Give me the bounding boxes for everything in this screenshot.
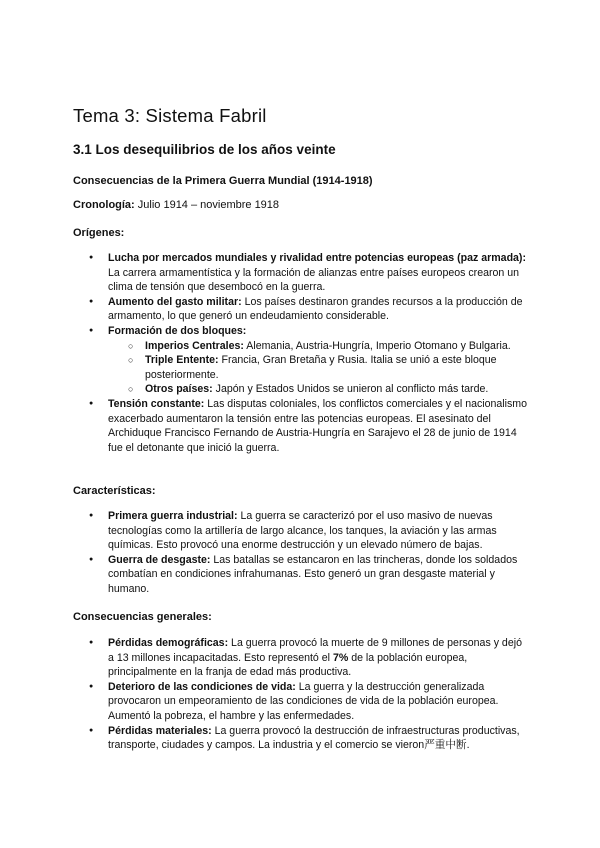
cronologia-text: Julio 1914 – noviembre 1918 xyxy=(134,199,280,211)
list-item xyxy=(0,324,528,397)
item-term: Triple Entente: xyxy=(145,354,219,367)
consecuencias-list xyxy=(0,636,528,753)
item-term: Pérdidas demográficas: xyxy=(108,637,229,649)
item-term: Otros países: xyxy=(145,383,213,396)
item-percentage: 7% xyxy=(332,651,349,664)
caracteristicas-heading: Características: xyxy=(73,485,156,497)
item-term: Guerra de desgaste: xyxy=(108,553,211,566)
item-term: Formación de dos bloques: xyxy=(108,324,247,337)
list-item xyxy=(0,251,528,295)
item-term: Primera guerra industrial: xyxy=(108,510,238,522)
item-term: Imperios Centrales: xyxy=(145,339,244,352)
list-item xyxy=(0,509,528,553)
list-item xyxy=(0,397,528,455)
item-text: Los países destinaron grandes recursos a la producción de armamento, lo que generó un endeudamiento considerable. xyxy=(108,295,523,323)
item-text: La carrera armamentística y la formación de alianzas entre países europeos crearon un clima de tensión que desembocó en la guerra. xyxy=(108,266,520,294)
list-item xyxy=(0,553,528,597)
list-item xyxy=(0,680,528,724)
item-text: Alemania, Austria-Hungría, Imperio Otomano y Bulgaria. xyxy=(243,339,511,352)
origenes-list xyxy=(0,251,528,455)
list-item xyxy=(0,636,528,680)
item-text: Las disputas coloniales, los conflictos comerciales y el nacionalismo exacerbado aumentaron la tensión entre las potencias europeas. El asesinato del Archiduque Francisco Fernando de Austria-Hungría en Sarajevo el 28 de junio de 1914 fue el detonante que inició la guerra. xyxy=(108,397,528,454)
item-text: Las batallas se estancaron en las trincheras, donde los soldados combatían en condiciones infrahumanas. Esto generó un gran desgaste material y humano. xyxy=(108,553,518,595)
item-text: La guerra provocó la muerte de 9 millones de personas y dejó a 13 millones incapacitadas. Esto representó el xyxy=(108,637,522,664)
item-term: Tensión constante: xyxy=(108,397,205,410)
item-text: Japón y Estados Unidos se unieron al conflicto más tarde. xyxy=(212,383,489,396)
bloques-sublist xyxy=(108,339,528,397)
cronologia-label: Cronología: xyxy=(73,199,135,211)
subsection-heading: Consecuencias de la Primera Guerra Mundial (1914-1918) xyxy=(73,175,373,187)
origenes-heading: Orígenes: xyxy=(73,227,125,239)
sublist-item xyxy=(108,339,525,354)
section-heading: 3.1 Los desequilibrios de los años veinte xyxy=(73,142,336,157)
sublist-item xyxy=(108,353,525,382)
sublist-item xyxy=(108,382,525,397)
caracteristicas-list xyxy=(0,509,528,597)
list-item xyxy=(0,295,528,324)
item-term: Aumento del gasto militar: xyxy=(108,295,242,308)
item-text: La guerra se caracterizó por el uso masivo de nuevas tecnologías como la artillería de largo alcance, los tanques, la aviación y las armas químicas. Esto provocó una enorme destrucción y un elevado número de bajas. xyxy=(108,510,497,552)
item-term: Pérdidas materiales: xyxy=(108,724,212,737)
page-title: Tema 3: Sistema Fabril xyxy=(73,105,267,126)
item-text: La guerra provocó la destrucción de infraestructuras productivas, transporte, ciudades y campos. La industria y el comercio se vieron严重中断. xyxy=(108,724,520,752)
item-text: La guerra y la destrucción generalizada provocaron un empeoramiento de las condiciones de vida de la población europea. Aumentó la pobreza, el hambre y las enfermedades. xyxy=(108,680,499,722)
list-item xyxy=(0,724,528,753)
item-text-continued: de la población europea, principalmente en la franja de edad más productiva. xyxy=(108,651,468,679)
item-term: Lucha por mercados mundiales y rivalidad entre potencias europeas (paz armada): xyxy=(108,252,526,264)
cronologia-line xyxy=(73,199,279,211)
item-text: Francia, Gran Bretaña y Rusia. Italia se unió a este bloque posteriormente. xyxy=(145,354,497,381)
item-term: Deterioro de las condiciones de vida: xyxy=(108,680,296,693)
consecuencias-heading: Consecuencias generales: xyxy=(73,611,212,623)
